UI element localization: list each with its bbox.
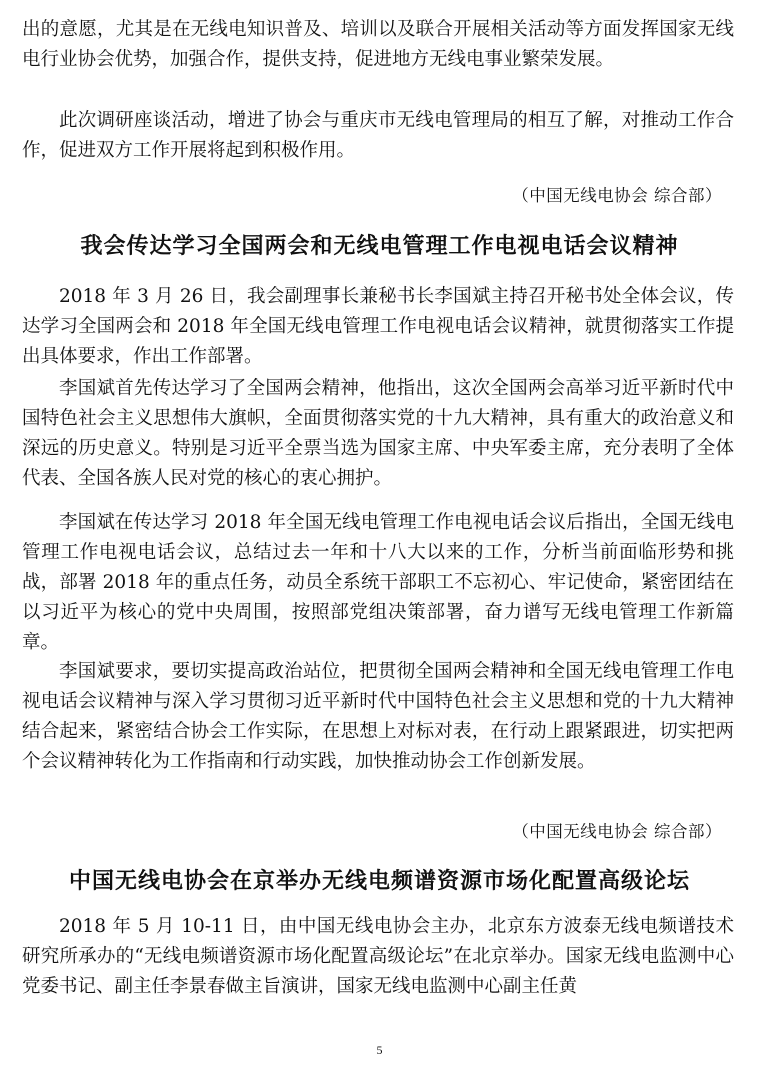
closing-paragraph: 此次调研座谈活动，增进了协会与重庆市无线电管理局的相互了解，对推动工作合作，促进双方工作开展将起到积极作用。 — [22, 110, 734, 161]
article-title-three: 中国无线电协会在京举办无线电频谱资源市场化配置高级论坛 — [68, 869, 690, 894]
article-three-paragraph-1: 2018 年 5 月 10-11 日，由中国无线电协会主办，北京东方波泰无线电频谱技术研究所承办的“无线电频谱资源市场化配置高级论坛”在北京举办。国家无线电监测中心党委书记、副主任李景春做主旨演讲，国家无线电监测中心副主任黄 — [22, 916, 734, 997]
article-title-two: 我会传达学习全国两会和无线电管理工作电视电话会议精神 — [80, 234, 679, 259]
article-two-paragraph-3: 李国斌在传达学习 2018 年全国无线电管理工作电视电话会议后指出，全国无线电管理工作电视电话会议，总结过去一年和十八大以来的工作，分析当前面临形势和挑战，部署 2018 年的重点任务，动员全系统干部职工不忘初心、牢记使命，紧密团结在以习近平为核心的党中央周围，按照部党组决策部署，奋力谱写无线电管理工作新篇章。 — [22, 512, 734, 653]
continued-paragraph: 出的意愿，尤其是在无线电知识普及、培训以及联合开展相关活动等方面发挥国家无线电行业协会优势，加强合作，提供支持，促进地方无线电事业繁荣发展。 — [22, 19, 734, 70]
article-two-paragraph-1: 2018 年 3 月 26 日，我会副理事长兼秘书长李国斌主持召开秘书处全体会议，传达学习全国两会和 2018 年全国无线电管理工作电视电话会议精神，就贯彻落实工作提出具体要求，作出工作部署。 — [22, 286, 734, 367]
article-two-paragraph-2: 李国斌首先传达学习了全国两会精神，他指出，这次全国两会高举习近平新时代中国特色社会主义思想伟大旗帜，全面贯彻落实党的十九大精神，具有重大的政治意义和深远的历史意义。特别是习近平全票当选为国家主席、中央军委主席，充分表明了全体代表、全国各族人民对党的核心的衷心拥护。 — [22, 378, 734, 489]
signature-2: （中国无线电协会 综合部） — [512, 822, 722, 841]
signature-1: （中国无线电协会 综合部） — [512, 186, 722, 205]
page-number: 5 — [376, 1043, 383, 1057]
article-two-paragraph-4: 李国斌要求，要切实提高政治站位，把贯彻全国两会精神和全国无线电管理工作电视电话会议精神与深入学习贯彻习近平新时代中国特色社会主义思想和党的十九大精神结合起来，紧密结合协会工作实际，在思想上对标对表，在行动上跟紧跟进，切实把两个会议精神转化为工作指南和行动实践，加快推动协会工作创新发展。 — [22, 661, 734, 772]
